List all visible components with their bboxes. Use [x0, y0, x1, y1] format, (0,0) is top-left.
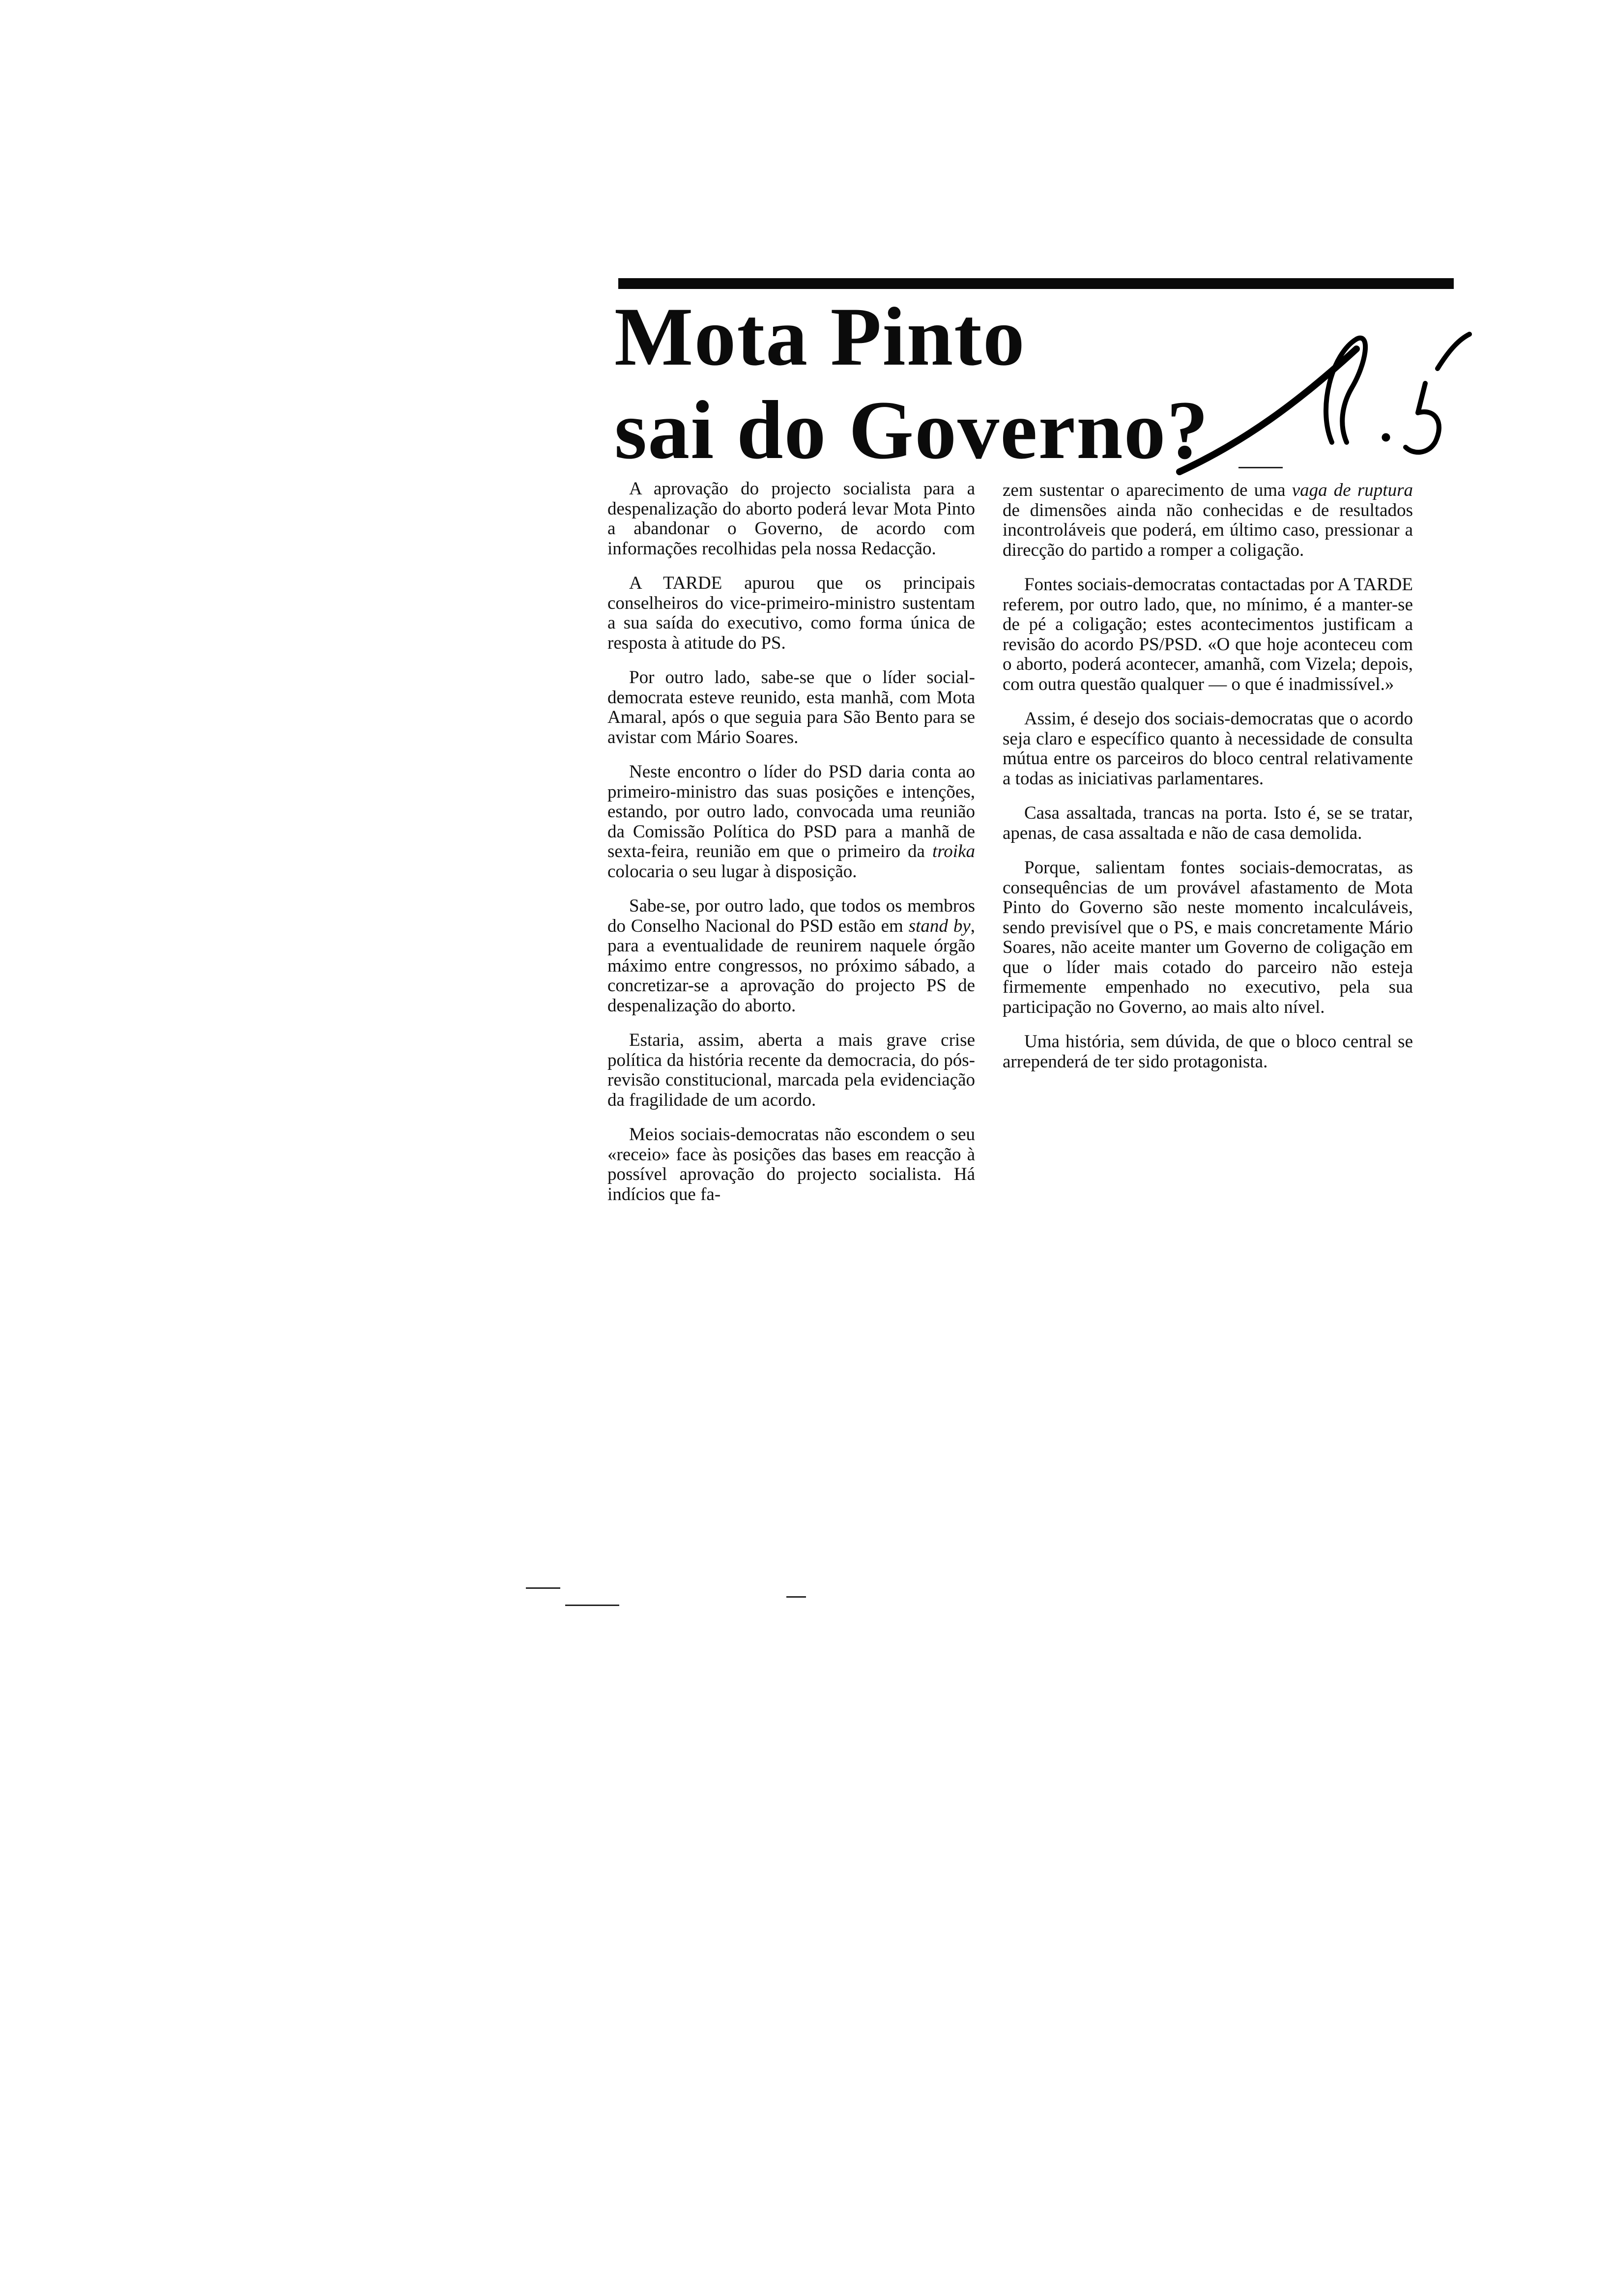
article-paragraph [607, 574, 975, 653]
paragraph-text: , para a eventualidade de reunirem naquele órgão máximo entre congressos, no próximo sábado, a concretizar-se a aprovação do projecto PS de despenalização do aborto. [607, 916, 975, 1016]
scan-noise [526, 1587, 560, 1589]
article-paragraph [1003, 804, 1413, 843]
headline-line-2: sai do Governo? [614, 384, 1209, 476]
paragraph-text: Por outro lado, sabe-se que o líder social-democrata esteve reunido, esta manhã, com Mota Amaral, após o que seguia para São Bento para se avistar com Mário Soares. [607, 667, 975, 747]
headline-rule [618, 278, 1454, 289]
scan-noise [1238, 467, 1283, 468]
article-paragraph [1003, 709, 1413, 789]
paragraph-text: A TARDE apurou que os principais conselheiros do vice-primeiro-ministro sustentam a sua saída do executivo, como forma única de resposta à atitude do PS. [607, 573, 975, 653]
paragraph-text: Porque, salientam fontes sociais-democratas, as consequências de um provável afastamento de Mota Pinto do Governo são neste momento incalculáveis, sendo previsível que o PS, e mais concretamente Mário Soares, não aceite manter um Governo de coligação em que o líder mais cotado do parceiro não esteja firmemente empenhado no executivo, pela sua participação no Governo, ao mais alto nível. [1003, 858, 1413, 1017]
italic-text: troika [932, 841, 975, 861]
scan-noise [786, 1596, 806, 1598]
article-paragraph [1003, 858, 1413, 1017]
italic-text: vaga de ruptura [1292, 480, 1413, 500]
article-paragraph [607, 1031, 975, 1110]
paragraph-text: Sabe-se, por outro lado, que todos os membros do Conselho Nacional do PSD estão em [607, 896, 975, 936]
article-column-right [1003, 481, 1413, 1087]
article-paragraph [607, 896, 975, 1016]
paragraph-text: Estaria, assim, aberta a mais grave crise política da história recente da democracia, do pós-revisão constitucional, marcada pela evidenciação da fragilidade de um acordo. [607, 1030, 975, 1110]
paragraph-text: Fontes sociais-democratas contactadas por A TARDE referem, por outro lado, que, no mínimo, é a manter-se de pé a coligação; estes acontecimentos justificam a revisão do acordo PS/PSD. «O que hoje aconteceu com o aborto, poderá acontecer, amanhã, com Vizela; depois, com outra questão qualquer — o que é inadmissível.» [1003, 574, 1413, 694]
signature-dot [1382, 433, 1390, 441]
article-paragraph [1003, 481, 1413, 560]
paragraph-text: de dimensões ainda não conhecidas e de resultados incontroláveis que poderá, em último caso, pressionar a direcção do partido a romper a coligação. [1003, 500, 1413, 560]
article-paragraph [607, 1125, 975, 1205]
italic-text: stand by [908, 916, 971, 936]
signature-tick-stroke [1438, 334, 1469, 369]
paragraph-text: A aprovação do projecto socialista para a despenalização do aborto poderá levar Mota Pinto a abandonar o Governo, de acordo com informações recolhidas pela nossa Redacção. [607, 479, 975, 559]
paragraph-text: colocaria o seu lugar à disposição. [607, 861, 857, 882]
article-paragraph [1003, 575, 1413, 694]
signature-five-stroke [1406, 383, 1439, 452]
signature-slash-stroke [1180, 349, 1356, 472]
article-paragraph [1003, 1032, 1413, 1072]
article-paragraph [607, 479, 975, 559]
paragraph-text: zem sustentar o aparecimento de uma [1003, 480, 1292, 500]
paragraph-text: Neste encontro o líder do PSD daria conta ao primeiro-ministro das suas posições e intenções, estando, por outro lado, convocada uma reunião da Comissão Política do PSD para a manhã de sexta-feira, reunião em que o primeiro da [607, 762, 975, 861]
article-paragraph [607, 762, 975, 882]
paragraph-text: Meios sociais-democratas não escondem o seu «receio» face às posições das bases em reacção à possível aprovação do projecto socialista. Há indícios que fa- [607, 1124, 975, 1205]
scan-noise [565, 1605, 619, 1606]
article-paragraph [607, 668, 975, 747]
handwritten-folio-mark [1170, 319, 1474, 482]
paragraph-text: Casa assaltada, trancas na porta. Isto é, se se tratar, apenas, de casa assaltada e não de casa demolida. [1003, 803, 1413, 843]
headline-line-1: Mota Pinto [614, 290, 1026, 383]
article-column-left [607, 479, 975, 1219]
paragraph-text: Uma história, sem dúvida, de que o bloco central se arrependerá de ter sido protagonista. [1003, 1032, 1413, 1072]
signature-loop-stroke [1326, 338, 1365, 442]
paragraph-text: Assim, é desejo dos sociais-democratas que o acordo seja claro e específico quanto à necessidade de consulta mútua entre os parceiros do bloco central relativamente a todas as iniciativas parlamentares. [1003, 709, 1413, 789]
